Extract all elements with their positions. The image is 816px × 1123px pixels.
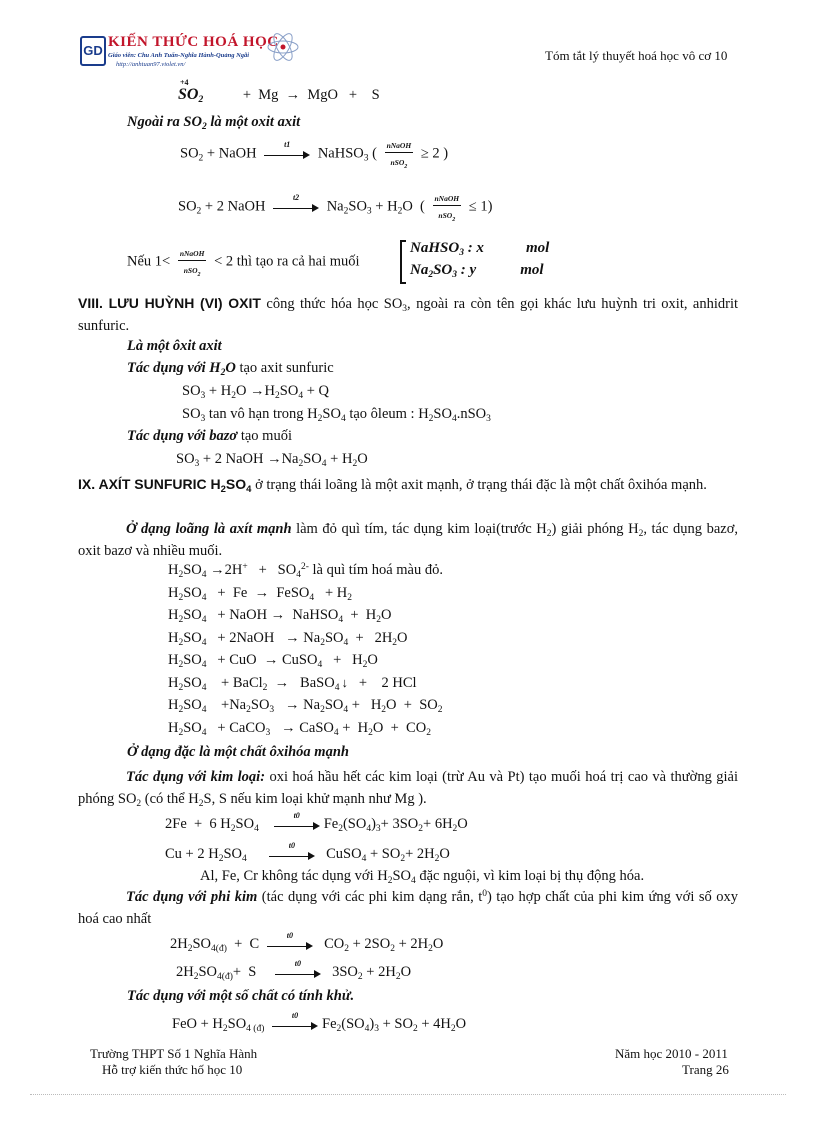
dilute-paragraph: Ở dạng loãng là axít mạnh làm đỏ quì tím, tác dụng kim loại(trước $H_2$) giải phóng $H_2$, tác dụng bazơ, oxit bazơ và nhiều muối. bbox=[78, 521, 738, 559]
page-bottom-divider bbox=[30, 1094, 786, 1095]
sec8-is-acid-oxide: Là một ôxit axit bbox=[127, 338, 222, 354]
equation-feo-h2so4: FeO + $H_2SO_{4 (đ)}$ t0 $Fe_2(SO_4)_3 + SO_2 + 4H_2O$ bbox=[172, 1010, 467, 1034]
document-title: Tóm tắt lý thuyết hoá học vô cơ 10 bbox=[545, 48, 728, 63]
footer-school: Trường THPT Số 1 Nghĩa Hành bbox=[90, 1046, 258, 1061]
section-8-intro: VIII. LƯU HUỲNH (VI) OXIT công thức hóa học $SO_3$, ngoài ra còn tên gọi khác lưu huỳnh tri oxit, anhidrit sunfuric. bbox=[78, 295, 739, 334]
equation-h2so4-naoh: $H_2SO_4$ + NaOH → NaHSO$_4$ + $H_2O$ bbox=[168, 607, 392, 625]
oleum-note: $SO_3$ tan vô hạn trong $H_2SO_4$ tạo ôleum : $H_2SO_4.nSO_3$ bbox=[182, 406, 491, 424]
nonmetal-paragraph: Tác dụng với phi kim (tác dụng với các phi kim dạng rắn, $t^0$) tạo hợp chất của phi kim ứng với số oxy hoá cao nhất bbox=[78, 889, 738, 927]
equation-h2so4-c: $2H_2SO_{4(đ)} + C$ t0 $CO_2 + 2SO_2 + 2H_2O$ bbox=[170, 930, 444, 954]
atom-icon bbox=[266, 32, 300, 62]
footer-support: Hỗ trợ kiến thức hố học 10 bbox=[102, 1062, 243, 1077]
oxidation-state: +4 bbox=[180, 78, 189, 87]
site-title: KIẾN THỨC HOÁ HỌC bbox=[108, 34, 279, 50]
equation-so3-water: $SO_3 + H_2O \to H_2SO_4 + Q$ bbox=[182, 383, 329, 401]
equation-cu-h2so4: Cu + 2 $H_2SO_4$ t0 CuSO$_4$ + $SO_2+ 2H_2O$ bbox=[165, 840, 450, 864]
salts-brace bbox=[400, 240, 410, 284]
sec8-with-base: Tác dụng với bazơ tạo muối bbox=[127, 428, 292, 444]
salt-na2so3: $Na_2SO_3$ : y mol bbox=[410, 262, 544, 280]
footer-year: Năm học 2010 - 2011 bbox=[615, 1046, 728, 1061]
reducer-heading: Tác dụng với một số chất có tính khử. bbox=[127, 988, 355, 1004]
passivation-note: Al, Fe, Cr không tác dụng với $H_2SO_4$ đặc nguội, vì kim loại bị thụ động hóa. bbox=[200, 868, 645, 886]
equation-so2-mg: $SO_2 + Mg$ → MgO + S bbox=[178, 86, 380, 105]
sec8-with-water: Tác dụng với $H_2O$ tạo axit sunfuric bbox=[127, 360, 334, 378]
site-url: http://anhtuan97.violet.vn/ bbox=[116, 61, 186, 68]
two-salts-condition: Nếu 1< $\frac{\text{nNaOH}}{nSO_2}$ < 2 thì tạo ra cả hai muối bbox=[127, 249, 360, 278]
metal-paragraph: Tác dụng với kim loại: oxi hoá hầu hết các kim loại (trừ Au và Pt) tạo muối hoá trị cao và thường giải phóng $SO_2$ (có thể $H_2S$, S nếu kim loại khử mạnh như Mg ). bbox=[78, 769, 738, 809]
equation-dissociation: $H_2SO_4 \to 2H^+ + SO_4^{2-}$ là quì tím hoá màu đỏ. bbox=[168, 562, 443, 580]
equation-h2so4-bacl2: $H_2SO_4$ + BaCl$_2$ → BaSO$_4$ ↓ + 2 HCl bbox=[168, 675, 417, 693]
equation-h2so4-fe: $H_2SO_4 + Fe$ → FeSO$_4$ + $H_2$ bbox=[168, 585, 353, 603]
section-9-intro: IX. AXÍT SUNFURIC $H_2SO_4$ ở trạng thái loãng là một axit mạnh, ở trạng thái đặc là một chất ôxihóa mạnh. bbox=[78, 476, 707, 495]
equation-so3-naoh: $SO_3 + 2$ NaOH $\to Na_2SO_4 + H_2O$ bbox=[176, 451, 368, 469]
site-subtitle: Giáo viên: Chu Anh Tuấn-Nghĩa Hành-Quảng Ngãi bbox=[108, 52, 250, 59]
footer-page-number: Trang 26 bbox=[682, 1062, 729, 1077]
salt-nahso3: NaHSO$_3$ : x mol bbox=[410, 240, 550, 258]
equation-h2so4-s: $2H_2SO_{4(đ)}+ S$ t0 $3SO_2 + 2H_2O$ bbox=[176, 958, 412, 982]
equation-h2so4-2naoh: $H_2SO_4$ + 2NaOH → $Na_2SO_4 + 2H_2O$ bbox=[168, 630, 408, 648]
equation-so2-naoh-1: $SO_2$ + NaOH t1 NaHSO$_3$ ( $\frac{\text{nNaOH}}{nSO_2}$ ≥ 2 ) bbox=[180, 140, 449, 170]
equation-h2so4-caco3: $H_2SO_4$ + CaCO$_3$ → CaSO$_4$ + $H_2O + CO_2$ bbox=[168, 720, 431, 738]
equation-so2-naoh-2: $SO_2 + 2$ NaOH t2 $Na_2SO_3 + H_2O$ ( $\frac{\text{nNaOH}}{nSO_2}$ ≤ 1) bbox=[178, 193, 493, 223]
concentrated-heading: Ở dạng đặc là một chất ôxihóa mạnh bbox=[127, 744, 349, 760]
equation-fe-h2so4: 2Fe + 6 $H_2SO_4$ t0 $Fe_2(SO_4)_3+ 3SO_2+ 6H_2O$ bbox=[165, 810, 468, 834]
logo-icon: GD bbox=[80, 36, 106, 66]
so2-acid-oxide-heading: Ngoài ra $SO_2$ là một oxit axit bbox=[127, 114, 301, 132]
equation-h2so4-cuo: $H_2SO_4$ + CuO → CuSO$_4$ + $H_2O$ bbox=[168, 652, 378, 670]
equation-h2so4-na2so3: $H_2SO_4$ $+Na_2SO_3 \to Na_2SO_4 + H_2O + SO_2$ bbox=[168, 697, 443, 715]
